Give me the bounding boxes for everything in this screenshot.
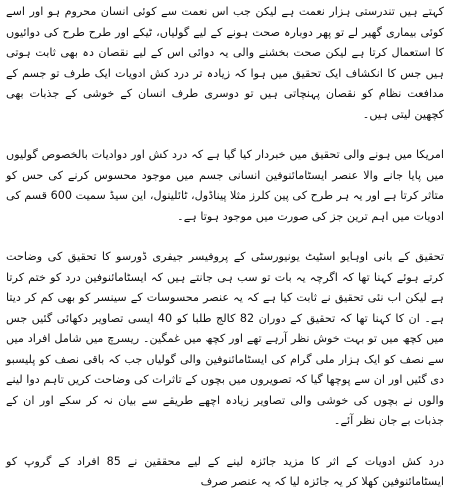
paragraph-painkiller-intro: کہتے ہیں تندرستی ہزار نعمت ہے لیکن جب اس نعمت سے کوئی انسان محروم ہو اور اسے کوئی بیماری گھیر لے تو پھر دوبارہ صحت ہونے کے لیے گولیاں، ٹیکے اور طرح طرح کی دوائیوں کا استعمال کرتا ہے لیکن صحت بخشنے والی یہ دوائی اس کے لیے نقصان دہ بھی ثابت ہوتی ہیں جس کا انکشاف ایک تحقیق میں ہوا کہ زیادہ تر درد کش ادویات ایک طرف تو جسم کے مدافعت نظام کو نقصان پہنچاتی ہیں تو دوسری طرف انسان کے خوشی کے جذبات بھی کچھین لیتی ہیں۔	[6, 5, 444, 121]
paragraph-study-method: تحقیق کے بانی اوہایو اسٹیٹ یونیورسٹی کے پروفیسر جیفری ڈورسو کا تحقیق کی وضاحت کرتے ہوئے کہنا تھا کہ اگرچہ یہ بات تو سب ہی جانتے ہیں کہ ایسٹامائنوفین درد کو ختم کرتا ہے لیکن اب نئی تحقیق نے ثابت کیا ہے کہ یہ عنصر محسوسات کے سینسر کو بھی کم کر دیتا ہے۔ ان کا کہنا تھا کہ تحقیق کے دوران 82 کالج طلبا کو 40 ایسی تصاویر دکھائی گئیں جس میں کچھ میں تو بہت خوش نظر آرہے تھے اور کچھ میں غمگین۔ ریسرچ میں شامل افراد میں سے نصف کو ایک ہزار ملی گرام کی ایسٹامائنوفین والی گولیاں جب کہ باقی نصف کو پلیسبو دی گئیں اور ان سے پوچھا گیا کہ تصویروں میں بچوں کے تاثرات کی وضاحت کریں تاہم دوا لینے والوں نے بچوں کی خوشی والی تصاویر زیادہ اچھے طریقے سے بیان نہ کر سکے اور ان کے جذبات بے جان نظر آئے۔	[6, 250, 444, 427]
paragraph-us-research: امریکا میں ہونے والی تحقیق میں خبردار کیا گیا ہے کہ درد کش اور دوادیات بالخصوص گولیوں میں پایا جانے والا عنصر ایسٹامائنوفین انسانی جسم میں موجود محسوس کرنے کی حس کو متاثر کرتا ہے اور یہ ہر طرح کی پین کلرز مثلا پیناڈول، ٹائلینول، این سیڈ سمیت 600 قسم کی ادویات میں اہم ترین جز کی صورت میں موجود ہوتا ہے۔	[6, 148, 444, 223]
paragraph-further-study: درد کش ادویات کے اثر کا مزید جائزہ لینے کے لیے محققین نے 85 افراد کے گروپ کو ایسٹامائنوفین کھلا کر یہ جائزہ لیا کہ یہ عنصر صرف	[6, 454, 444, 488]
